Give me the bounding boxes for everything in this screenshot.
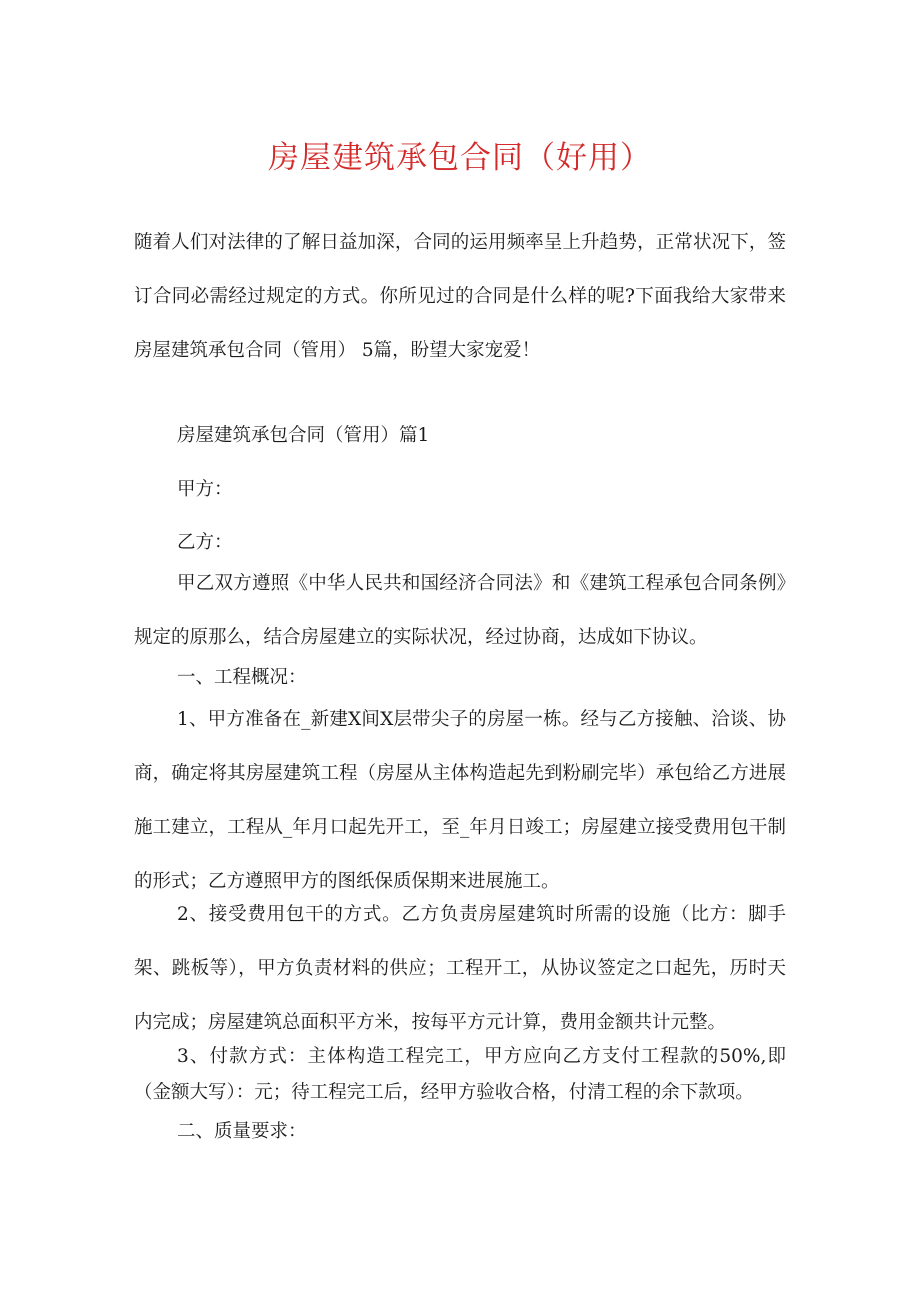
item-3-paragraph: 3、付款方式：主体构造工程完工，甲方应向乙方支付工程款的50%,即（金额大写）：元；待工程完工后，经甲方验收合格，付清工程的余下款项。 (134, 1046, 786, 1103)
agreement-paragraph: 甲乙双方遵照《中华人民共和国经济合同法》和《建筑工程承包合同条例》规定的原那么，结合房屋建立的实际状况，经过协商，达成如下协议。 (134, 573, 786, 648)
article-heading: 房屋建筑承包合同（管用）篇1 (177, 425, 430, 446)
document-title: 房屋建筑承包合同（好用） (268, 140, 652, 176)
section-2-heading: 二、质量要求： (177, 1121, 307, 1142)
party-a-label: 甲方： (177, 479, 233, 500)
section-1-heading: 一、工程概况： (177, 667, 307, 688)
item-1-paragraph: 1、甲方准备在_新建X间X层带尖子的房屋一栋。经与乙方接触、洽谈、协商，确定将其房屋建筑工程（房屋从主体构造起先到粉刷完毕）承包给乙方进展施工建立，工程从_年月口起先开工，至_年月日竣工；房屋建立接受费用包干制的形式；乙方遵照甲方的图纸保质保期来进展施工。 (134, 709, 786, 892)
intro-paragraph: 随着人们对法律的了解日益加深，合同的运用频率呈上升趋势，正常状况下，签订合同必需经过规定的方式。你所见过的合同是什么样的呢?下面我给大家带来房屋建筑承包合同（管用） 5篇，盼望大家宠爱！ (134, 232, 786, 361)
item-2-paragraph: 2、接受费用包干的方式。乙方负责房屋建筑时所需的设施（比方：脚手架、跳板等），甲方负责材料的供应；工程开工，从协议签定之口起先，历时天内完成；房屋建筑总面积平方米，按每平方元计算，费用金额共计元整。 (134, 904, 786, 1033)
party-b-label: 乙方： (177, 532, 233, 553)
